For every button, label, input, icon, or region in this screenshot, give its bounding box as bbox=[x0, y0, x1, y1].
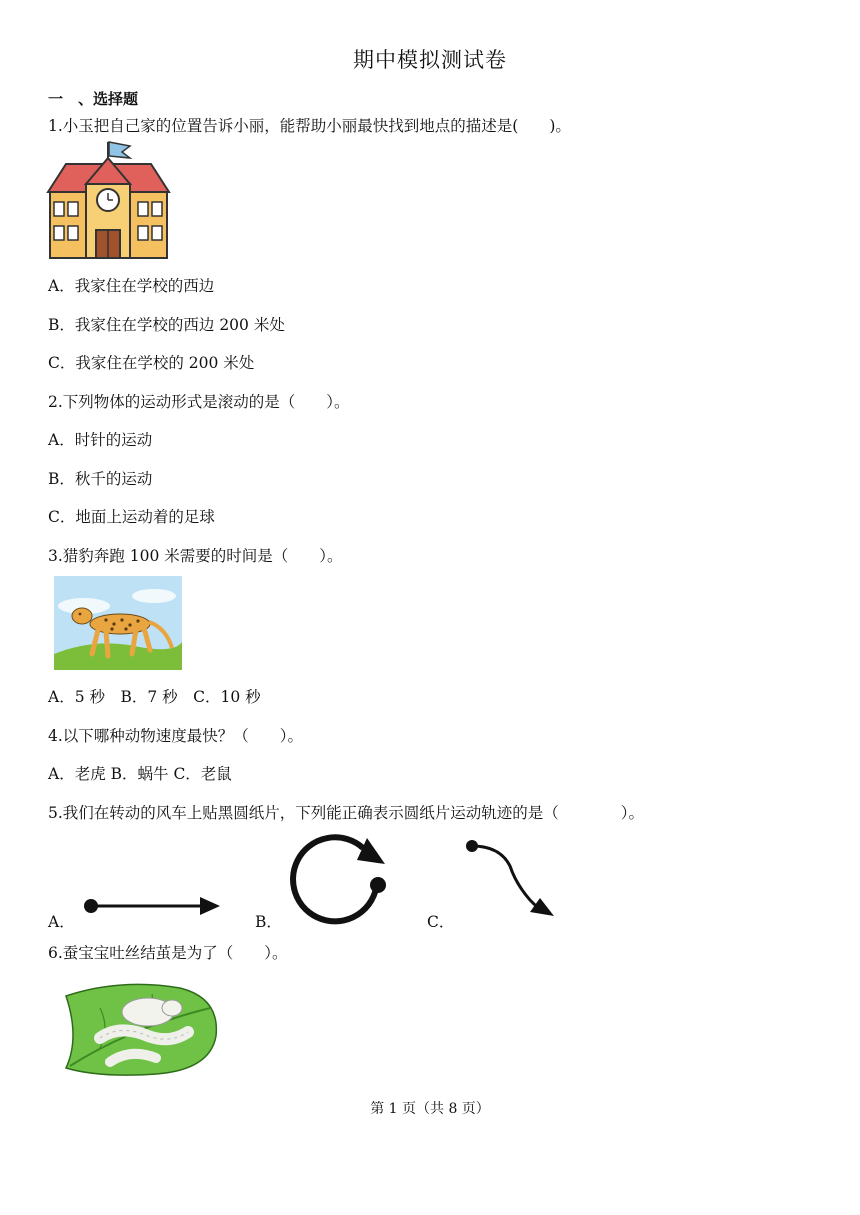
question-4-text: 4.以下哪种动物速度最快？（ ）。 bbox=[48, 727, 304, 745]
page-title: 期中模拟测试卷 bbox=[353, 48, 507, 72]
question-1-option-b: B．我家住在学校的西边 200 米处 bbox=[48, 316, 285, 334]
section-heading: 一 、选择题 bbox=[48, 90, 139, 108]
question-3-options: A．5 秒 B．7 秒 C．10 秒 bbox=[48, 688, 261, 706]
question-2-text: 2.下列物体的运动形式是滚动的是（ ）。 bbox=[48, 393, 350, 411]
question-5-option-c-label: C． bbox=[427, 913, 455, 931]
question-5-text: 5.我们在转动的风车上贴黑圆纸片，下列能正确表示圆纸片运动轨迹的是（ ）。 bbox=[48, 804, 645, 822]
question-2-option-b: B．秋千的运动 bbox=[48, 470, 153, 488]
question-4-options: A．老虎 B．蜗牛 C．老鼠 bbox=[48, 765, 232, 783]
question-1-option-a: A．我家住在学校的西边 bbox=[48, 277, 215, 295]
silkworm-leaf-icon bbox=[60, 978, 220, 1078]
curved-arrow-icon bbox=[460, 836, 560, 924]
page-footer: 第 1 页（共 8 页） bbox=[370, 1101, 490, 1117]
question-1-option-c: C．我家住在学校的 200 米处 bbox=[48, 354, 255, 372]
question-2-option-c: C．地面上运动着的足球 bbox=[48, 508, 215, 526]
straight-arrow-icon bbox=[80, 890, 225, 922]
question-5-option-b-label: B． bbox=[255, 913, 282, 931]
school-building-icon bbox=[46, 140, 171, 260]
question-1-text: 1.小玉把自己家的位置告诉小丽，能帮助小丽最快找到地点的描述是( )。 bbox=[48, 117, 571, 135]
cheetah-icon bbox=[54, 576, 182, 670]
question-3-text: 3.猎豹奔跑 100 米需要的时间是（ ）。 bbox=[48, 547, 343, 565]
question-5-option-a-label: A． bbox=[48, 913, 75, 931]
question-6-text: 6.蚕宝宝吐丝结茧是为了（ ）。 bbox=[48, 944, 288, 962]
circular-arrow-icon bbox=[285, 830, 395, 925]
question-2-option-a: A．时针的运动 bbox=[48, 431, 153, 449]
